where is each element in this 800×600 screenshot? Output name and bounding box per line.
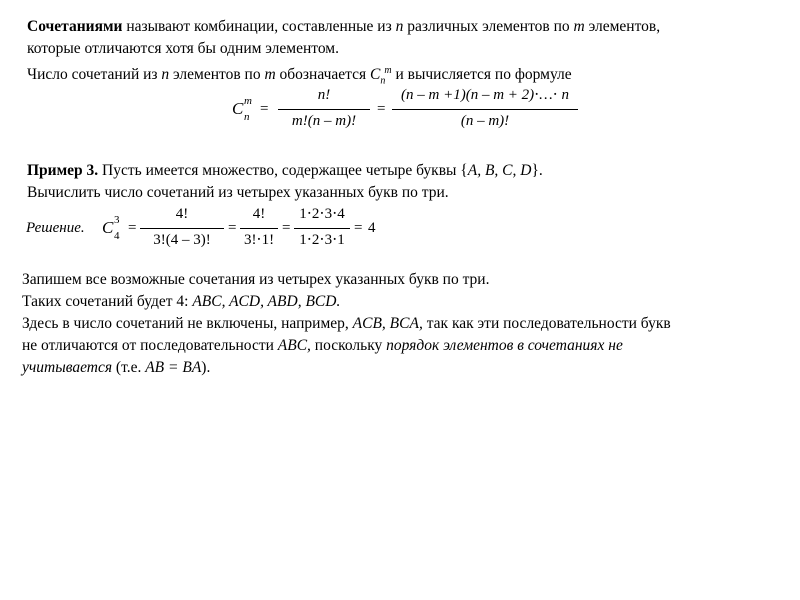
notation-sub: n: [380, 75, 386, 87]
fraction-bar: [392, 109, 578, 110]
conclusion-line-4: [22, 336, 623, 356]
notation-C: C: [370, 66, 381, 84]
equals-sign: =: [128, 220, 137, 236]
formula-C: C: [232, 99, 244, 118]
numerator-1: 4!: [175, 206, 189, 222]
text: не отличаются от последовательности: [22, 337, 278, 354]
numerator-3: 1⋅2⋅3⋅4: [299, 206, 345, 222]
numerator-2: (n – m +1)(n – m + 2)⋅…⋅ n: [401, 87, 569, 103]
text: поскольку: [310, 337, 387, 354]
example-line-1: [27, 161, 543, 181]
definition-line-1: [27, 17, 772, 37]
example-line-2: Вычислить число сочетаний из четырех указанных букв по три.: [27, 184, 449, 201]
text: Пусть имеется множество, содержащее четыре буквы {: [98, 162, 468, 179]
formula-C: C: [102, 218, 114, 237]
denominator-2: (n – m)!: [460, 113, 510, 129]
definition-line-2: которые отличаются хотя бы одним элементом.: [27, 40, 339, 57]
emphasis-order: порядок элементов в сочетаниях не: [386, 337, 623, 354]
formula-sup: 3: [114, 214, 120, 226]
solution-label: Решение.: [26, 220, 85, 236]
equals-sign: =: [282, 220, 291, 236]
fraction-bar: [140, 228, 224, 229]
text: обозначается: [275, 66, 370, 84]
term-combinations: Сочетаниями: [27, 18, 123, 35]
var-n: n: [395, 18, 404, 35]
combination-formula: [230, 86, 580, 134]
solution-formula: [24, 205, 374, 255]
denominator-3: 1⋅2⋅3⋅1: [299, 232, 345, 248]
conclusion-line-1: Запишем все возможные сочетания из четырех указанных букв по три.: [22, 271, 490, 288]
equals-sign: =: [354, 220, 363, 236]
excluded-examples: ACB, BCA,: [352, 315, 423, 332]
var-m: m: [573, 18, 585, 35]
text: и вычисляется по формуле: [391, 66, 572, 84]
text: Число сочетаний из: [27, 66, 162, 84]
sequence-abc: ABC,: [277, 337, 311, 354]
fraction-bar: [294, 228, 350, 229]
numerator-2: 4!: [252, 206, 266, 222]
equals-sign: =: [228, 220, 237, 236]
formula-sub: 4: [114, 230, 120, 242]
text: (т.е.: [112, 359, 146, 376]
equals-sign: =: [260, 101, 269, 117]
fraction-bar: [278, 109, 370, 110]
var-n: n: [161, 66, 170, 84]
equals-sign: =: [377, 101, 386, 117]
equality-example: AB = BA: [145, 359, 202, 376]
text: Здесь в число сочетаний не включены, например,: [22, 315, 353, 332]
denominator-2: 3!⋅1!: [243, 232, 275, 248]
conclusion-line-3: [22, 314, 671, 334]
text: называют комбинации, составленные из: [122, 18, 396, 35]
text: так как эти последовательности букв: [422, 315, 671, 332]
result-value: 4: [368, 220, 376, 236]
text: элементов по: [169, 66, 265, 84]
text: Таких сочетаний будет 4:: [22, 293, 193, 310]
notation-sup: m: [384, 65, 392, 76]
conclusion-line-2: [22, 292, 340, 312]
denominator-1: m!(n – m)!: [291, 113, 357, 129]
fraction-bar: [240, 228, 278, 229]
denominator-1: 3!(4 – 3)!: [153, 232, 211, 248]
text: элементов,: [584, 18, 661, 35]
var-m: m: [264, 66, 276, 84]
numerator-1: n!: [317, 87, 331, 103]
formula-sub: n: [244, 111, 250, 123]
text: различных элементов по: [403, 18, 574, 35]
text: ).: [201, 359, 211, 376]
emphasis-ignored: учитывается: [22, 359, 113, 376]
formula-sup: m: [244, 95, 252, 107]
conclusion-line-5: [22, 358, 210, 378]
combination-list: ABC, ACD, ABD, BCD.: [192, 293, 341, 310]
set-letters: A, B, C, D: [467, 162, 532, 179]
text: }.: [531, 162, 543, 179]
example-label: Пример 3.: [27, 162, 99, 179]
